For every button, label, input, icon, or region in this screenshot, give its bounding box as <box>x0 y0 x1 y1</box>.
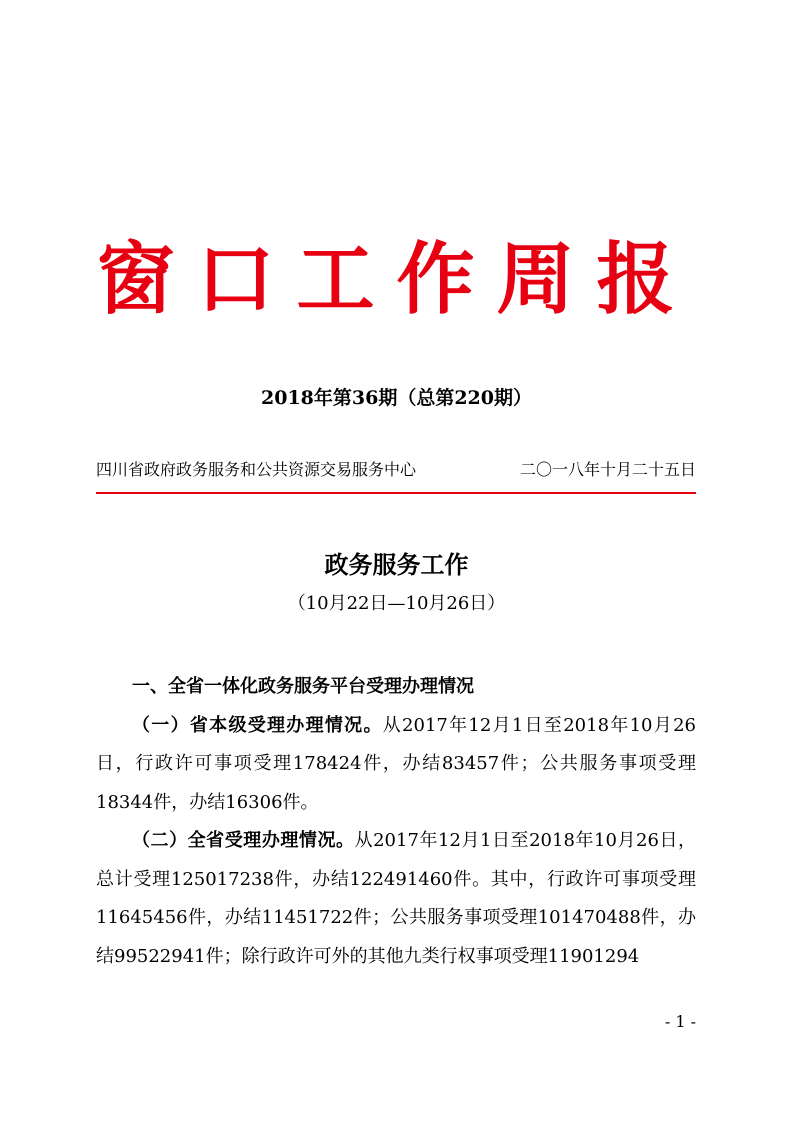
page-number: - 1 - <box>664 1012 696 1031</box>
publisher-organization: 四川省政府政务服务和公共资源交易服务中心 <box>96 460 417 479</box>
heading-1: 一、全省一体化政务服务平台受理办理情况 <box>132 676 474 697</box>
paragraph-provincial-level <box>96 707 696 823</box>
issue-number: 2018年第36期（总第220期） <box>261 387 532 409</box>
publish-date: 二〇一八年十月二十五日 <box>519 460 696 479</box>
paragraph-label: （二）全省受理办理情况。 <box>132 830 355 851</box>
paragraph-text: 从2017年12月1日至2018年10月26日，行政许可事项受理178424件，办结83457件；公共服务事项受理18344件，办结16306件。 <box>96 714 696 813</box>
section-period: （10月22日—10月26日） <box>287 593 506 614</box>
masthead-title: 窗口工作周报 <box>96 234 697 325</box>
paragraph-whole-province <box>96 822 696 976</box>
paragraph-text: 从2017年12月1日至2018年10月26日，总计受理125017238件，办结122491460件。其中，行政许可事项受理11645456件，办结11451722件；公共服务事项受理101470488件，办结99522941件；除行政许可外的其他九类行权事项受理11901294 <box>96 830 696 967</box>
section-title: 政务服务工作 <box>324 550 469 579</box>
document-body <box>96 668 696 976</box>
header-divider <box>96 492 696 494</box>
paragraph-label: （一）省本级受理办理情况。 <box>132 714 383 736</box>
